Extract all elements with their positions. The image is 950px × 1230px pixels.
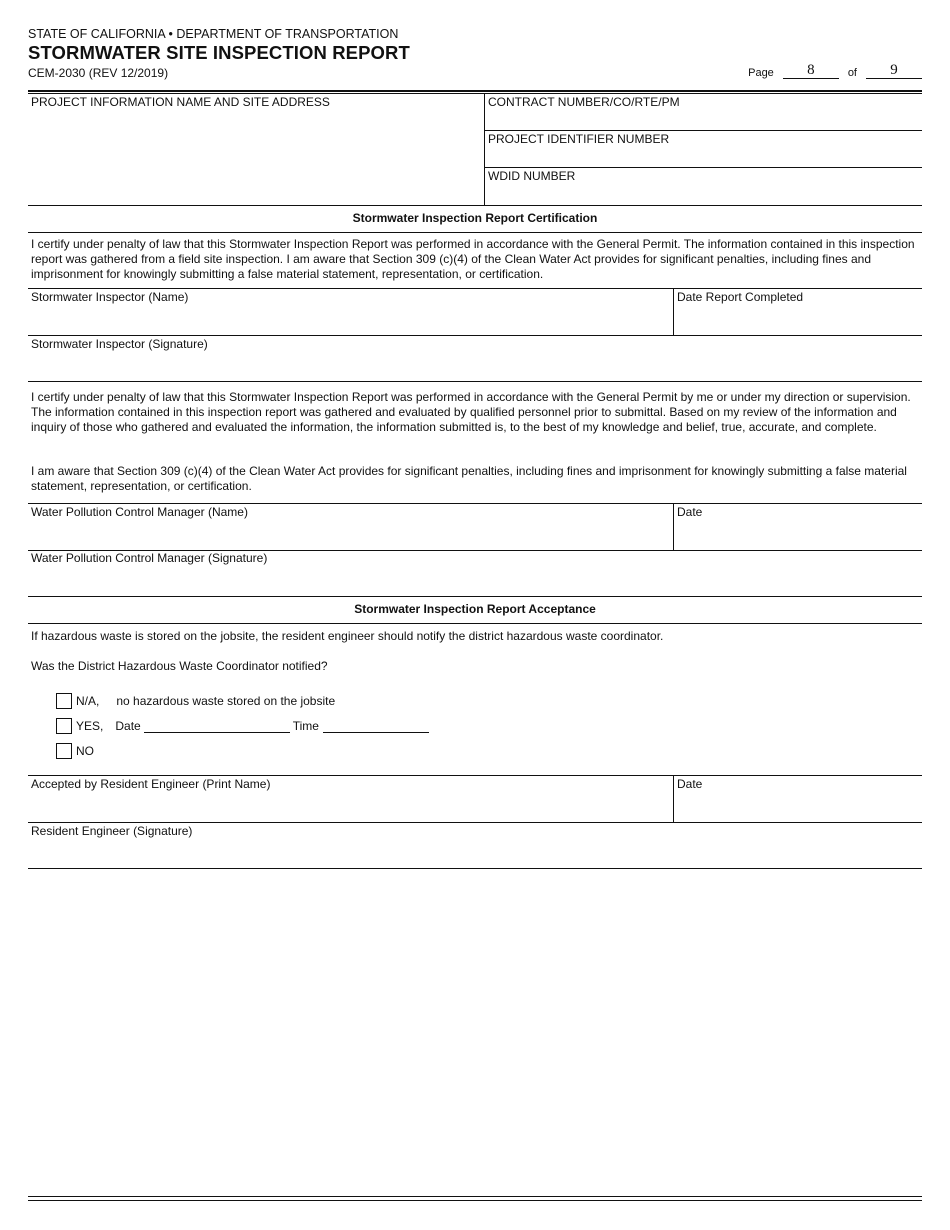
- divider: [28, 868, 922, 869]
- divider: [28, 775, 922, 776]
- divider: [28, 503, 922, 504]
- inspector-signature-field[interactable]: Stormwater Inspector (Signature): [31, 337, 208, 351]
- form-number: CEM-2030 (REV 12/2019): [28, 66, 169, 80]
- divider: [28, 335, 922, 336]
- date-completed-field[interactable]: Date Report Completed: [677, 290, 804, 304]
- certification-statement: I certify under penalty of law that this Stormwater Inspection Report was performed in accordance with the General Permit. The information contained in this inspection report was gathered from a field site inspection. I am aware that Section 309 (c)(4) of the Clean Water Act provides for significant penalties, including fines and imprisonment for knowingly submitting a false material statement, representation, or certification.: [31, 237, 915, 281]
- yes-date-label: Date: [115, 719, 141, 733]
- divider: [28, 623, 922, 624]
- footer-rule: [28, 1200, 922, 1201]
- contract-number-field[interactable]: CONTRACT NUMBER/CO/RTE/PM: [488, 95, 680, 109]
- project-name-address-field[interactable]: PROJECT INFORMATION NAME AND SITE ADDRESS: [31, 95, 330, 109]
- divider: [28, 93, 922, 94]
- footer-rule: [28, 1196, 922, 1197]
- na-description: no hazardous waste stored on the jobsite: [116, 694, 336, 708]
- acceptance-heading: Stormwater Inspection Report Acceptance: [354, 602, 596, 616]
- coordinator-question: Was the District Hazardous Waste Coordinator notified?: [31, 659, 328, 673]
- option-yes-row: [56, 718, 429, 734]
- no-label: NO: [76, 744, 94, 758]
- divider: [28, 596, 922, 597]
- divider: [28, 90, 922, 92]
- divider: [484, 130, 922, 131]
- manager-name-field[interactable]: Water Pollution Control Manager (Name): [31, 505, 248, 519]
- na-checkbox[interactable]: [56, 693, 72, 709]
- manager-statement-penalty: I am aware that Section 309 (c)(4) of the Clean Water Act provides for significant penalties, including fines and imprisonment for knowingly submitting a false material statement, representation, or certification.: [31, 464, 907, 493]
- engineer-date-field[interactable]: Date: [677, 777, 703, 791]
- divider-vertical: [673, 503, 674, 550]
- hazardous-waste-notice: If hazardous waste is stored on the jobsite, the resident engineer should notify the district hazardous waste coordinator.: [31, 629, 664, 643]
- divider: [28, 822, 922, 823]
- divider: [484, 167, 922, 168]
- divider-vertical: [484, 93, 485, 205]
- page-total-field[interactable]: 9: [866, 62, 922, 79]
- divider: [28, 232, 922, 233]
- form-title: STORMWATER SITE INSPECTION REPORT: [28, 42, 410, 63]
- yes-time-input[interactable]: [323, 720, 429, 733]
- manager-date-field[interactable]: Date: [677, 505, 703, 519]
- engineer-name-field[interactable]: Accepted by Resident Engineer (Print Name): [31, 777, 271, 791]
- yes-date-input[interactable]: [144, 720, 290, 733]
- page-indicator: [748, 62, 922, 79]
- project-identifier-field[interactable]: PROJECT IDENTIFIER NUMBER: [488, 132, 670, 146]
- yes-label: YES,: [76, 719, 104, 733]
- page-number-field[interactable]: 8: [783, 62, 839, 79]
- divider-vertical: [673, 775, 674, 822]
- of-label: of: [847, 67, 857, 79]
- option-no-row: [56, 743, 94, 759]
- no-checkbox[interactable]: [56, 743, 72, 759]
- manager-statement: I certify under penalty of law that this Stormwater Inspection Report was performed in accordance with the General Permit by me or under my direction or supervision. The information contained in this inspection report was gathered and evaluated by qualified personnel prior to submittal. Based on my review of the information and inquiry of those who gathered and evaluated the information, the information submitted is, to the best of my knowledge and belief, true, accurate, and complete.: [31, 390, 911, 434]
- divider-vertical: [673, 288, 674, 335]
- engineer-signature-field[interactable]: Resident Engineer (Signature): [31, 824, 193, 838]
- divider: [28, 381, 922, 382]
- inspector-name-field[interactable]: Stormwater Inspector (Name): [31, 290, 189, 304]
- divider: [28, 205, 922, 206]
- na-label: N/A,: [76, 694, 100, 708]
- wdid-number-field[interactable]: WDID NUMBER: [488, 169, 576, 183]
- option-na-row: [56, 693, 335, 709]
- agency-name: STATE OF CALIFORNIA • DEPARTMENT OF TRANSPORTATION: [28, 27, 399, 41]
- yes-time-label: Time: [292, 719, 319, 733]
- yes-checkbox[interactable]: [56, 718, 72, 734]
- divider: [28, 288, 922, 289]
- certification-heading: Stormwater Inspection Report Certification: [352, 211, 598, 225]
- manager-signature-field[interactable]: Water Pollution Control Manager (Signature): [31, 551, 268, 565]
- page-label: Page: [748, 67, 774, 79]
